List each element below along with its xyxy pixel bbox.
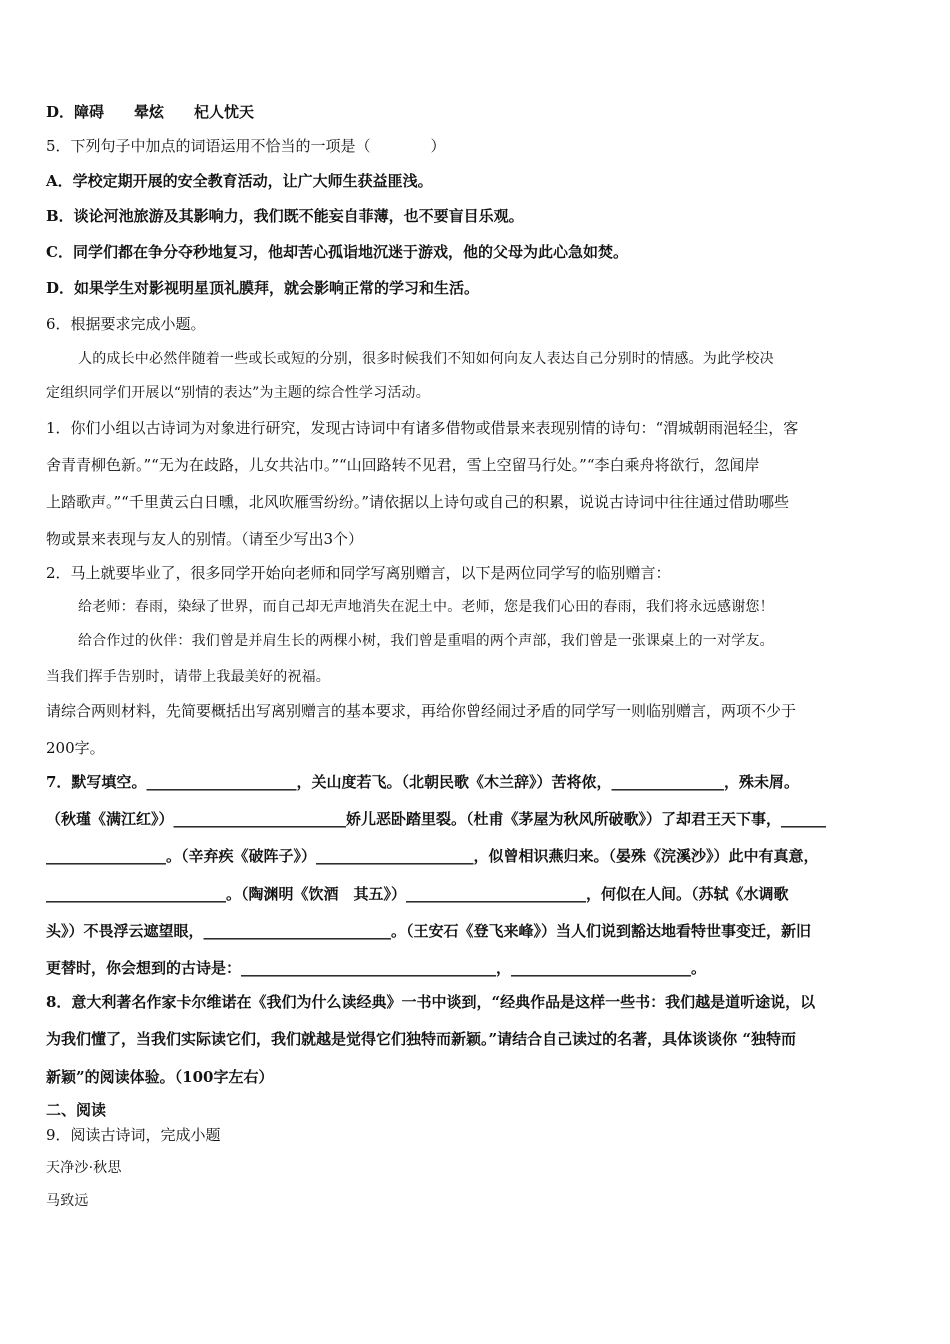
q6-part1-line2: 舍青青柳色新。”“无为在歧路，儿女共沾巾。”“山回路转不见君，雪上空留马行处。”“李白乘舟将欲行，忽闻岸 xyxy=(46,456,760,474)
q7-line3: ________________。（辛弃疾《破阵子》）_____________________，似曾相识燕归来。（晏殊《浣溪沙》）此中有真意， xyxy=(46,847,819,865)
q6-part1-line1: 1．你们小组以古诗词为对象进行研究，发现古诗词中有诸多借物或借景来表现别情的诗句：“渭城朝雨浥轻尘，客 xyxy=(46,419,799,437)
q9-stem: 9．阅读古诗词，完成小题 xyxy=(46,1126,221,1144)
q6-part1-line3: 上踏歌声。”“千里黄云白日曛，北风吹雁雪纷纷。”请依据以上诗句或自己的积累，说说古诗词中往往通过借助哪些 xyxy=(46,493,790,511)
poem-title: 天净沙·秋思 xyxy=(46,1160,122,1176)
q7-line2: （秋瑾《满江红》）_______________________娇儿恶卧踏里裂。（杜甫《茅屋为秋风所破歌》）了却君王天下事，______ xyxy=(46,810,827,828)
q6-farewell-partner-cont: 当我们挥手告别时，请带上我最美好的祝福。 xyxy=(46,669,330,685)
q5-option-d: D．如果学生对影视明星顶礼膜拜，就会影响正常的学习和生活。 xyxy=(46,279,480,297)
q6-stem: 6．根据要求完成小题。 xyxy=(46,315,206,333)
q8-line1: 8．意大利著名作家卡尔维诺在《我们为什么读经典》一书中谈到，“经典作品是这样一些书：我们越是道听途说，以 xyxy=(46,993,816,1011)
q7-line1: 7．默写填空。____________________，关山度若飞。（北朝民歌《木兰辞》）苦将侬，_______________，殊未屑。 xyxy=(46,773,799,791)
q6-part1-line4: 物或景来表现与友人的别情。（请至少写出3个） xyxy=(46,530,364,548)
q6-part2-task-line1: 请综合两则材料，先简要概括出写离别赠言的基本要求，再给你曾经闹过矛盾的同学写一则临别赠言，两项不少于 xyxy=(46,702,797,720)
poem-author: 马致远 xyxy=(46,1193,89,1209)
q7-line6: 更替时，你会想到的古诗是：__________________________________，________________________。 xyxy=(46,959,707,977)
section-heading-reading: 二、阅读 xyxy=(46,1101,107,1119)
q6-part2-task-line2: 200字。 xyxy=(46,739,105,757)
q6-farewell-teacher: 给老师：春雨，染绿了世界，而自己却无声地消失在泥土中。老师，您是我们心田的春雨，我们将永远感谢您！ xyxy=(78,599,774,615)
q6-intro-line2: 定组织同学们开展以“别情的表达”为主题的综合性学习活动。 xyxy=(46,385,430,401)
q5-stem: 5．下列句子中加点的词语运用不恰当的一项是（ ） xyxy=(46,137,446,155)
q7-line4: ________________________。（陶渊明《饮酒 其五》）________________________，何似在人间。（苏轼《水调歌 xyxy=(46,885,789,903)
q6-farewell-partner: 给合作过的伙伴：我们曾是并肩生长的两棵小树，我们曾是重唱的两个声部，我们曾是一张课桌上的一对学友。 xyxy=(78,633,774,649)
q6-part2-line1: 2．马上就要毕业了，很多同学开始向老师和同学写离别赠言，以下是两位同学写的临别赠言： xyxy=(46,564,671,582)
q7-line5: 头》）不畏浮云遮望眼，_________________________。（王安石《登飞来峰》）当人们说到豁达地看特世事变迁，新旧 xyxy=(46,922,812,940)
q8-line3: 新颖”的阅读体验。（100字左右） xyxy=(46,1068,274,1086)
q5-option-b: B．谈论河池旅游及其影响力，我们既不能妄自菲薄，也不要盲目乐观。 xyxy=(46,207,524,225)
q6-intro-line1: 人的成长中必然伴随着一些或长或短的分别，很多时候我们不知如何向友人表达自己分别时的情感。为此学校决 xyxy=(78,351,774,367)
q8-line2: 为我们懂了，当我们实际读它们，我们就越是觉得它们独特而新颖。”请结合自己读过的名著，具体谈谈你 “独特而 xyxy=(46,1030,796,1048)
q5-option-a: A．学校定期开展的安全教育活动，让广大师生获益匪浅。 xyxy=(46,172,433,190)
q4-option-d: D．障碍 晕炫 杞人忧天 xyxy=(46,103,255,121)
q5-option-c: C．同学们都在争分夺秒地复习，他却苦心孤诣地沉迷于游戏，他的父母为此心急如焚。 xyxy=(46,243,628,261)
